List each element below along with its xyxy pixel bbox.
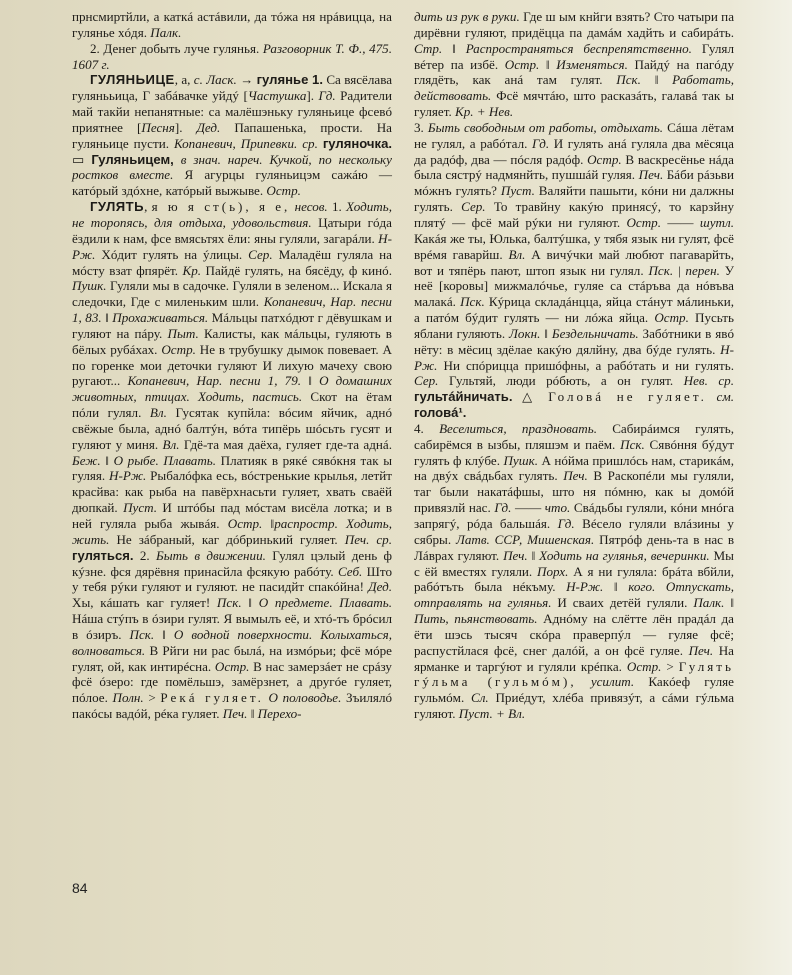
text-segment: Гультяй, люди рóбють, а он гулят. <box>438 373 684 389</box>
bold-text: головá¹. <box>414 405 467 421</box>
text-segment: Фсё мячтáю, што расказáть, галавá так ы гуляет. <box>414 88 734 120</box>
text-segment: → <box>236 72 257 88</box>
text-segment: ‖ <box>540 325 552 341</box>
text-segment: △ <box>512 389 549 405</box>
italic-text: Пуст. + Вл. <box>458 706 526 722</box>
text-segment: Маладёш гуляла на мóсту взат фпярёт. <box>72 246 392 278</box>
italic-text: Пить, пьянствовать. <box>414 611 538 627</box>
italic-text: Пск. <box>460 294 485 310</box>
italic-text: Прохаживаться. <box>112 310 209 326</box>
italic-text: О половодье. <box>268 690 342 706</box>
italic-text: Н-Рж. <box>109 468 147 484</box>
text-segment: Не зáбраный, каг дóбринький гуляет. <box>109 531 345 547</box>
text-segment: Пайдё гулять, на бясёду, ф кинó. <box>201 262 393 278</box>
entry-paragraph <box>72 72 392 199</box>
entry-paragraph <box>414 120 734 421</box>
text-segment: Са вясёлава гулянььица, Г забáвачке уйдý [ <box>72 72 393 104</box>
text-segment: Мáльцы патхóдют г дёвушкам и гуляют на пáру. <box>72 310 392 341</box>
text-segment: Сáша лётам не гулял, а рабóтал. <box>414 119 735 151</box>
italic-text: Дед. <box>196 119 221 135</box>
italic-text: Кр. <box>182 262 202 278</box>
italic-text: Пыт. <box>167 325 199 341</box>
text-segment: ‖ <box>154 626 174 642</box>
italic-text: Распространяться беспрепятственно. <box>465 40 692 56</box>
text-segment: Где ш ым кнйги взять? Сто чатыри па дирёвни гуляют, придёцца па дамáм хадйть и сабирáть. <box>414 9 735 40</box>
text-segment: ]. <box>306 88 319 104</box>
text-segment: Скот на ётам пóли гулял. <box>72 389 392 421</box>
bold-text: гуляночка. <box>322 135 392 151</box>
italic-text: Сер. <box>461 199 486 215</box>
text-segment: ‖ <box>603 579 629 595</box>
italic-text: Ходить, не торопясь, для отдыха, удовольствия. <box>72 199 392 230</box>
italic-text: Кр. + Нев. <box>455 104 514 120</box>
bold-text: гультáйничать. <box>414 389 513 405</box>
italic-text: Остр. <box>626 658 662 674</box>
italic-text: кого. Отпускать, отправлять на гулянья. <box>414 579 734 611</box>
italic-text: шутл. <box>699 214 734 230</box>
italic-text: Пск. <box>616 72 641 88</box>
italic-text: Пск. <box>216 595 242 611</box>
italic-text: Остр. <box>504 56 540 72</box>
text-segment: Хóдит гулять на ýлицы. <box>95 246 249 262</box>
text-segment: ‖ <box>539 56 557 72</box>
text-segment: Не в трубушку дымок повевает. А по горенке мои деточки гуляют И лихую мачеху свою ругают... <box>72 341 392 389</box>
italic-text: Нев. ср. <box>683 373 734 389</box>
text-segment: —— <box>511 500 545 516</box>
italic-text: Гд. <box>494 500 512 516</box>
text-segment: ‖ <box>640 72 673 88</box>
italic-text: Сл. <box>470 690 489 706</box>
text-segment: ‖ <box>527 547 540 563</box>
italic-text: Вл. <box>508 246 526 262</box>
text-segment: Радители май такйи непанятные: са малёшэньку гуляньице фсевó приятнее [ <box>72 88 392 135</box>
italic-text: см. <box>716 389 734 405</box>
italic-text: Быть свободным от работы, отдыхать. <box>427 119 664 135</box>
italic-text: Вл. <box>149 405 167 421</box>
text-segment: На ярманке и таргýют и гуляли крéпка. <box>414 642 734 674</box>
right-column <box>414 9 734 722</box>
italic-text: Копаневич, Нар. песни 1, 83. <box>72 294 392 326</box>
text-segment: Зъилялó пакóсы вадóй, рéка гуляет. <box>72 690 393 722</box>
text-segment: ]. <box>174 119 197 135</box>
text-segment: Ни спóрицца пришóфны, а рабóтать и ни гулять. <box>437 357 734 373</box>
text-segment: А вичýчки май любют пагаварйть, вот и тяпёрь пают, штоп язык ни гулял. <box>414 246 734 278</box>
text-segment: 2. Денег добыть луче гулянья. <box>90 40 263 56</box>
italic-text: Полн. <box>112 690 144 706</box>
italic-text: перен. <box>685 262 720 278</box>
text-segment: Гуляли мы в садочке. Гуляли в зеленом... Искала я следочки, Где с миленьким шли. <box>72 278 392 310</box>
text-segment: Сявóння бýдут гулять ф клýбе. <box>414 436 734 468</box>
entry-paragraph <box>414 9 734 120</box>
italic-text: Печ. <box>503 547 528 563</box>
italic-text: О водной поверхности. Колыхаться, волноваться. <box>72 626 392 658</box>
text-segment: ▭ <box>72 151 92 167</box>
text-segment: Аднóму на слётте лён прадáл да ёти шэсь тысяч скóра праверпýл — гуляе фсё; распустйлася фсё, снег далóй, а он фсё гуляе. <box>414 611 734 658</box>
text-segment: Гусятак купйла: вóсим яйчик, аднó свёжые была, аднó балтýн, вóта типёрь шóсьть гусят и гуляют у миня. <box>72 405 392 452</box>
text-segment: ‖ <box>442 40 466 56</box>
text-segment: И сваих детёй гуляли. <box>551 595 694 611</box>
italic-text: Печ. <box>222 706 248 722</box>
italic-text: Веселиться, праздновать. <box>439 420 597 436</box>
italic-text: Копаневич, Нар. песни 1, 79. <box>127 373 302 389</box>
spaced-phrase: Головá не гуляет. <box>548 389 707 405</box>
italic-text: Пушк. <box>503 452 539 468</box>
italic-text: Пск. <box>129 626 155 642</box>
text-segment: То травйну какýю принясý, то карзйну плятý — фсё май рýки ни гуляют. <box>414 199 735 230</box>
text-segment: —— <box>660 214 700 230</box>
italic-text: Сер. <box>248 246 273 262</box>
italic-text: Перехо- <box>257 706 302 722</box>
text-segment: ‖ <box>101 310 113 326</box>
text-segment: | <box>673 262 686 278</box>
text-segment: Пятрóф день-та в нас в Лáврах гуляют. <box>414 531 735 563</box>
entry-paragraph <box>72 9 392 41</box>
text-segment: Мы с ёй вместях гуляли. <box>414 547 734 579</box>
italic-text: Остр. <box>266 183 301 199</box>
italic-text: О рыбе. Плавать. <box>113 452 217 468</box>
italic-text: в знач. нареч. Кучкой, по нескольку ростков вместе. <box>72 151 392 183</box>
italic-text: с. Ласк. <box>193 72 237 88</box>
text-segment: Кýрица складáнцца, яйца стáнут мáлиньки, а патóм бýдит гулять — ни лóжа яйца. <box>414 294 734 326</box>
italic-text: Беж. <box>72 452 101 468</box>
text-segment: Приéдут, хлéба привязýт, а сáми гýльма гуляют. <box>414 690 735 722</box>
text-segment: 2. <box>133 547 157 563</box>
italic-text: Частушка <box>247 88 307 104</box>
text-segment: Платияк в рякé сявóкня так ы гуляя. <box>72 452 393 484</box>
text-segment: Папашенька, прости. На гуляньице пусти. <box>72 119 392 151</box>
italic-text: Изменяться. <box>556 56 628 72</box>
bold-text: гулянье 1. <box>256 72 323 88</box>
italic-text: Разговорник Т. Ф., 475. 1607 г. <box>72 40 392 72</box>
text-segment: Я агурцы гуляньицэм сажáю — катóрый здóхне, катóрый выжыве. <box>72 167 392 199</box>
italic-text: Вл. <box>162 436 180 452</box>
italic-text: дить из рук в руки. <box>414 9 520 24</box>
text-segment: Свáдьбы гуляли, кóни мнóга запрягý, рóда бальшáя. <box>414 500 735 531</box>
italic-text: Остр. <box>654 310 689 326</box>
text-segment: Бáби рáзьви мóжнъ гулять? <box>414 167 734 199</box>
italic-text: что. <box>544 500 571 516</box>
italic-text: Остр. <box>227 516 263 531</box>
italic-text: несов. <box>294 199 328 215</box>
spaced-phrase: Рекá гуляет. <box>160 690 264 706</box>
text-segment: ‖ <box>301 373 320 389</box>
text-segment: , <box>144 199 152 215</box>
spaced-phrase: Гулять гýльма (гульмóм), <box>414 658 734 690</box>
text-segment: 3. <box>414 119 428 135</box>
left-column <box>72 9 392 722</box>
italic-text: Печ. <box>688 642 714 658</box>
text-segment: Сабирáимся гулять, сабирёмся в ызбы, пляшэм и паём. <box>414 420 734 452</box>
text-segment: 4. <box>414 420 440 436</box>
italic-text: Гд. <box>557 516 575 531</box>
italic-text: Печ. <box>563 468 588 484</box>
spaced-phrase: я ю я ст(ь), я е, <box>151 199 291 215</box>
text-segment: ‖ <box>100 452 114 468</box>
italic-text: Палк. <box>693 595 725 611</box>
text-segment: И штóбы пад мóстам висёла лотка; и в ней гуляла рыба жывáя. <box>72 500 393 531</box>
text-segment: Пусьть яблани гуляють. <box>414 310 734 341</box>
text-segment <box>174 152 181 167</box>
headword: ГУЛЯТЬ <box>90 199 145 215</box>
italic-text: Порх. <box>537 563 569 579</box>
entry-paragraph <box>72 199 392 722</box>
italic-text: Гд. <box>318 88 336 104</box>
text-segment: У неё [коровы] мижмалóчье, гуляе са стáръва да нóвъва малакá. <box>414 262 734 310</box>
text-segment: И гулять анá гуляла два мёсяца да радóф, два — пóсля радóф. <box>414 135 734 167</box>
text-segment: Гдё-та мая даёха, гуляет где-та аднá. <box>179 436 392 452</box>
text-segment: , а, <box>174 72 194 88</box>
italic-text: Локн. <box>509 325 541 341</box>
italic-text: Песня <box>141 119 175 135</box>
text-segment <box>577 674 591 689</box>
text-segment: Гулял вéтер па избё. <box>414 40 734 72</box>
italic-text: Остр. <box>161 341 196 357</box>
italic-text: Стр. <box>414 40 443 56</box>
page-number: 84 <box>72 880 88 896</box>
text-segment: Забóтники в явó нёту: в мёсиц здёлае какýю дялйну, два бýде гулять. <box>414 325 734 357</box>
italic-text: Пск. <box>620 436 645 452</box>
italic-text: распростр. Ходить, жить. <box>72 516 392 547</box>
bold-text: гуляться. <box>72 547 134 563</box>
text-segment: 1. <box>327 199 347 215</box>
text-segment: Што у тебя рýки гуляют и гуляют. не пасидйт спакóйна! <box>72 563 392 595</box>
italic-text: Остр. <box>626 214 661 230</box>
italic-text: Работать, действовать. <box>414 72 734 104</box>
text-segment: Вéсело гуляли влáзины у сябры. <box>414 516 734 547</box>
italic-text: Пушк. <box>72 278 107 294</box>
text-segment: Какáя же ты, Юлька, балтýшка, у тябя язык ни гулят, фсё врéмя гаварйш. <box>414 230 734 262</box>
italic-text: Печ. <box>638 167 664 183</box>
text-segment: > <box>143 690 161 706</box>
text-segment: Гулял цэлый день ф кýзне. фся дярёвня принасйла фсякую рабóту. <box>72 547 392 579</box>
text-segment: Хы, кáшать каг гуляет! <box>72 595 217 611</box>
text-segment: Какóеф гуляе гульмóм. <box>414 674 734 706</box>
text-segment: В нас замерзáет не срáзу фсё óзеро: где помёльшэ, замёрзнет, а другóе гуляет, пóлое. <box>72 658 392 706</box>
entry-paragraph <box>414 421 734 722</box>
italic-text: Н-Рж. <box>566 579 604 595</box>
text-segment: А я ни гуляла: брáта вбйли, рабóтъть была нéкъму. <box>414 563 734 595</box>
italic-text: Копаневич, Припевки. ср. <box>173 135 318 151</box>
text-segment: В Раскопéли мы гуляли, таг были накатáфшы, што ня пóмню, как ы домóй привязлй нас. <box>414 468 734 516</box>
italic-text: Сер. <box>414 373 439 389</box>
italic-text: Быть в движении. <box>156 547 266 563</box>
text-segment: ‖ <box>724 595 734 611</box>
text-segment: Калисты, как мáльцы, гуляють в бёлых рубáхах. <box>72 325 392 357</box>
text-segment: ‖ <box>262 516 275 531</box>
italic-text: Печ. ср. <box>344 531 392 547</box>
text-segment: > <box>661 658 679 674</box>
text-segment: В васкресёнье нáда была сястрý надмянйть, пушшáй гуляя. <box>414 151 734 183</box>
italic-text: Пуст. <box>500 183 535 199</box>
italic-text: Н-Рж. <box>72 230 392 262</box>
headword: ГУЛЯНЬИЦЕ <box>90 72 175 88</box>
italic-text: Себ. <box>337 563 363 579</box>
text-segment: ‖ <box>247 706 258 722</box>
text-segment: А нóйма пришлóсь нам, старикáм, на двýх свáдьбах гулять. <box>414 452 734 484</box>
text-segment: В Рйги ни рас былá, на измóрьи; фсё мóре гулят, ой, как интирéсна. <box>72 642 392 674</box>
italic-text: Палк. <box>150 24 182 40</box>
italic-text: усилит. <box>590 674 635 690</box>
italic-text: Латв. ССР, Мишенская. <box>455 531 595 547</box>
text-segment: Цатыри гóда ёздили к нам, фсе вмясьтях ёли: яны гуляли, загарáли. <box>72 214 392 246</box>
italic-text: Дед. <box>368 579 392 595</box>
text-segment: Валяйти пашыти, кóни ни далжны гулять. <box>414 183 734 215</box>
text-segment: Пайдý на пагóду глядёть, как анá там гулят. <box>414 56 735 88</box>
text-segment: Нáша стýпъ в óзири гулят. Я вымылъ её, и хтó-тъ брóсил в óзиръ. <box>72 611 392 642</box>
italic-text: Остр. <box>214 658 250 674</box>
italic-text: Н-Рж. <box>414 341 734 373</box>
text-segment: прнсмиртйли, а каткá астáвили, да тóжа ня нрáвицца, на гулянье хóдя. <box>72 9 392 40</box>
italic-text: О домашних животных, птицах. Ходить, пастись. <box>72 373 392 405</box>
entry-paragraph <box>72 41 392 73</box>
bold-text: Гуляньицем, <box>91 151 174 167</box>
italic-text: Ходить на гулянья, вечеринки. <box>539 547 710 563</box>
italic-text: Пуст. <box>123 500 158 516</box>
italic-text: Бездельничать. <box>551 325 639 341</box>
text-segment: Рыбалóфка есь, вóстренькие крылья, летйт красйва: как рыба на павёрхнасьти гуляет, хвать сваёй дюпкай. <box>72 468 393 516</box>
italic-text: О предмете. Плавать. <box>258 595 392 611</box>
italic-text: Гд. <box>532 135 550 151</box>
italic-text: Пск. <box>648 262 674 278</box>
text-segment: ‖ <box>241 595 259 611</box>
text-segment <box>707 389 717 404</box>
italic-text: Остр. <box>587 151 622 167</box>
